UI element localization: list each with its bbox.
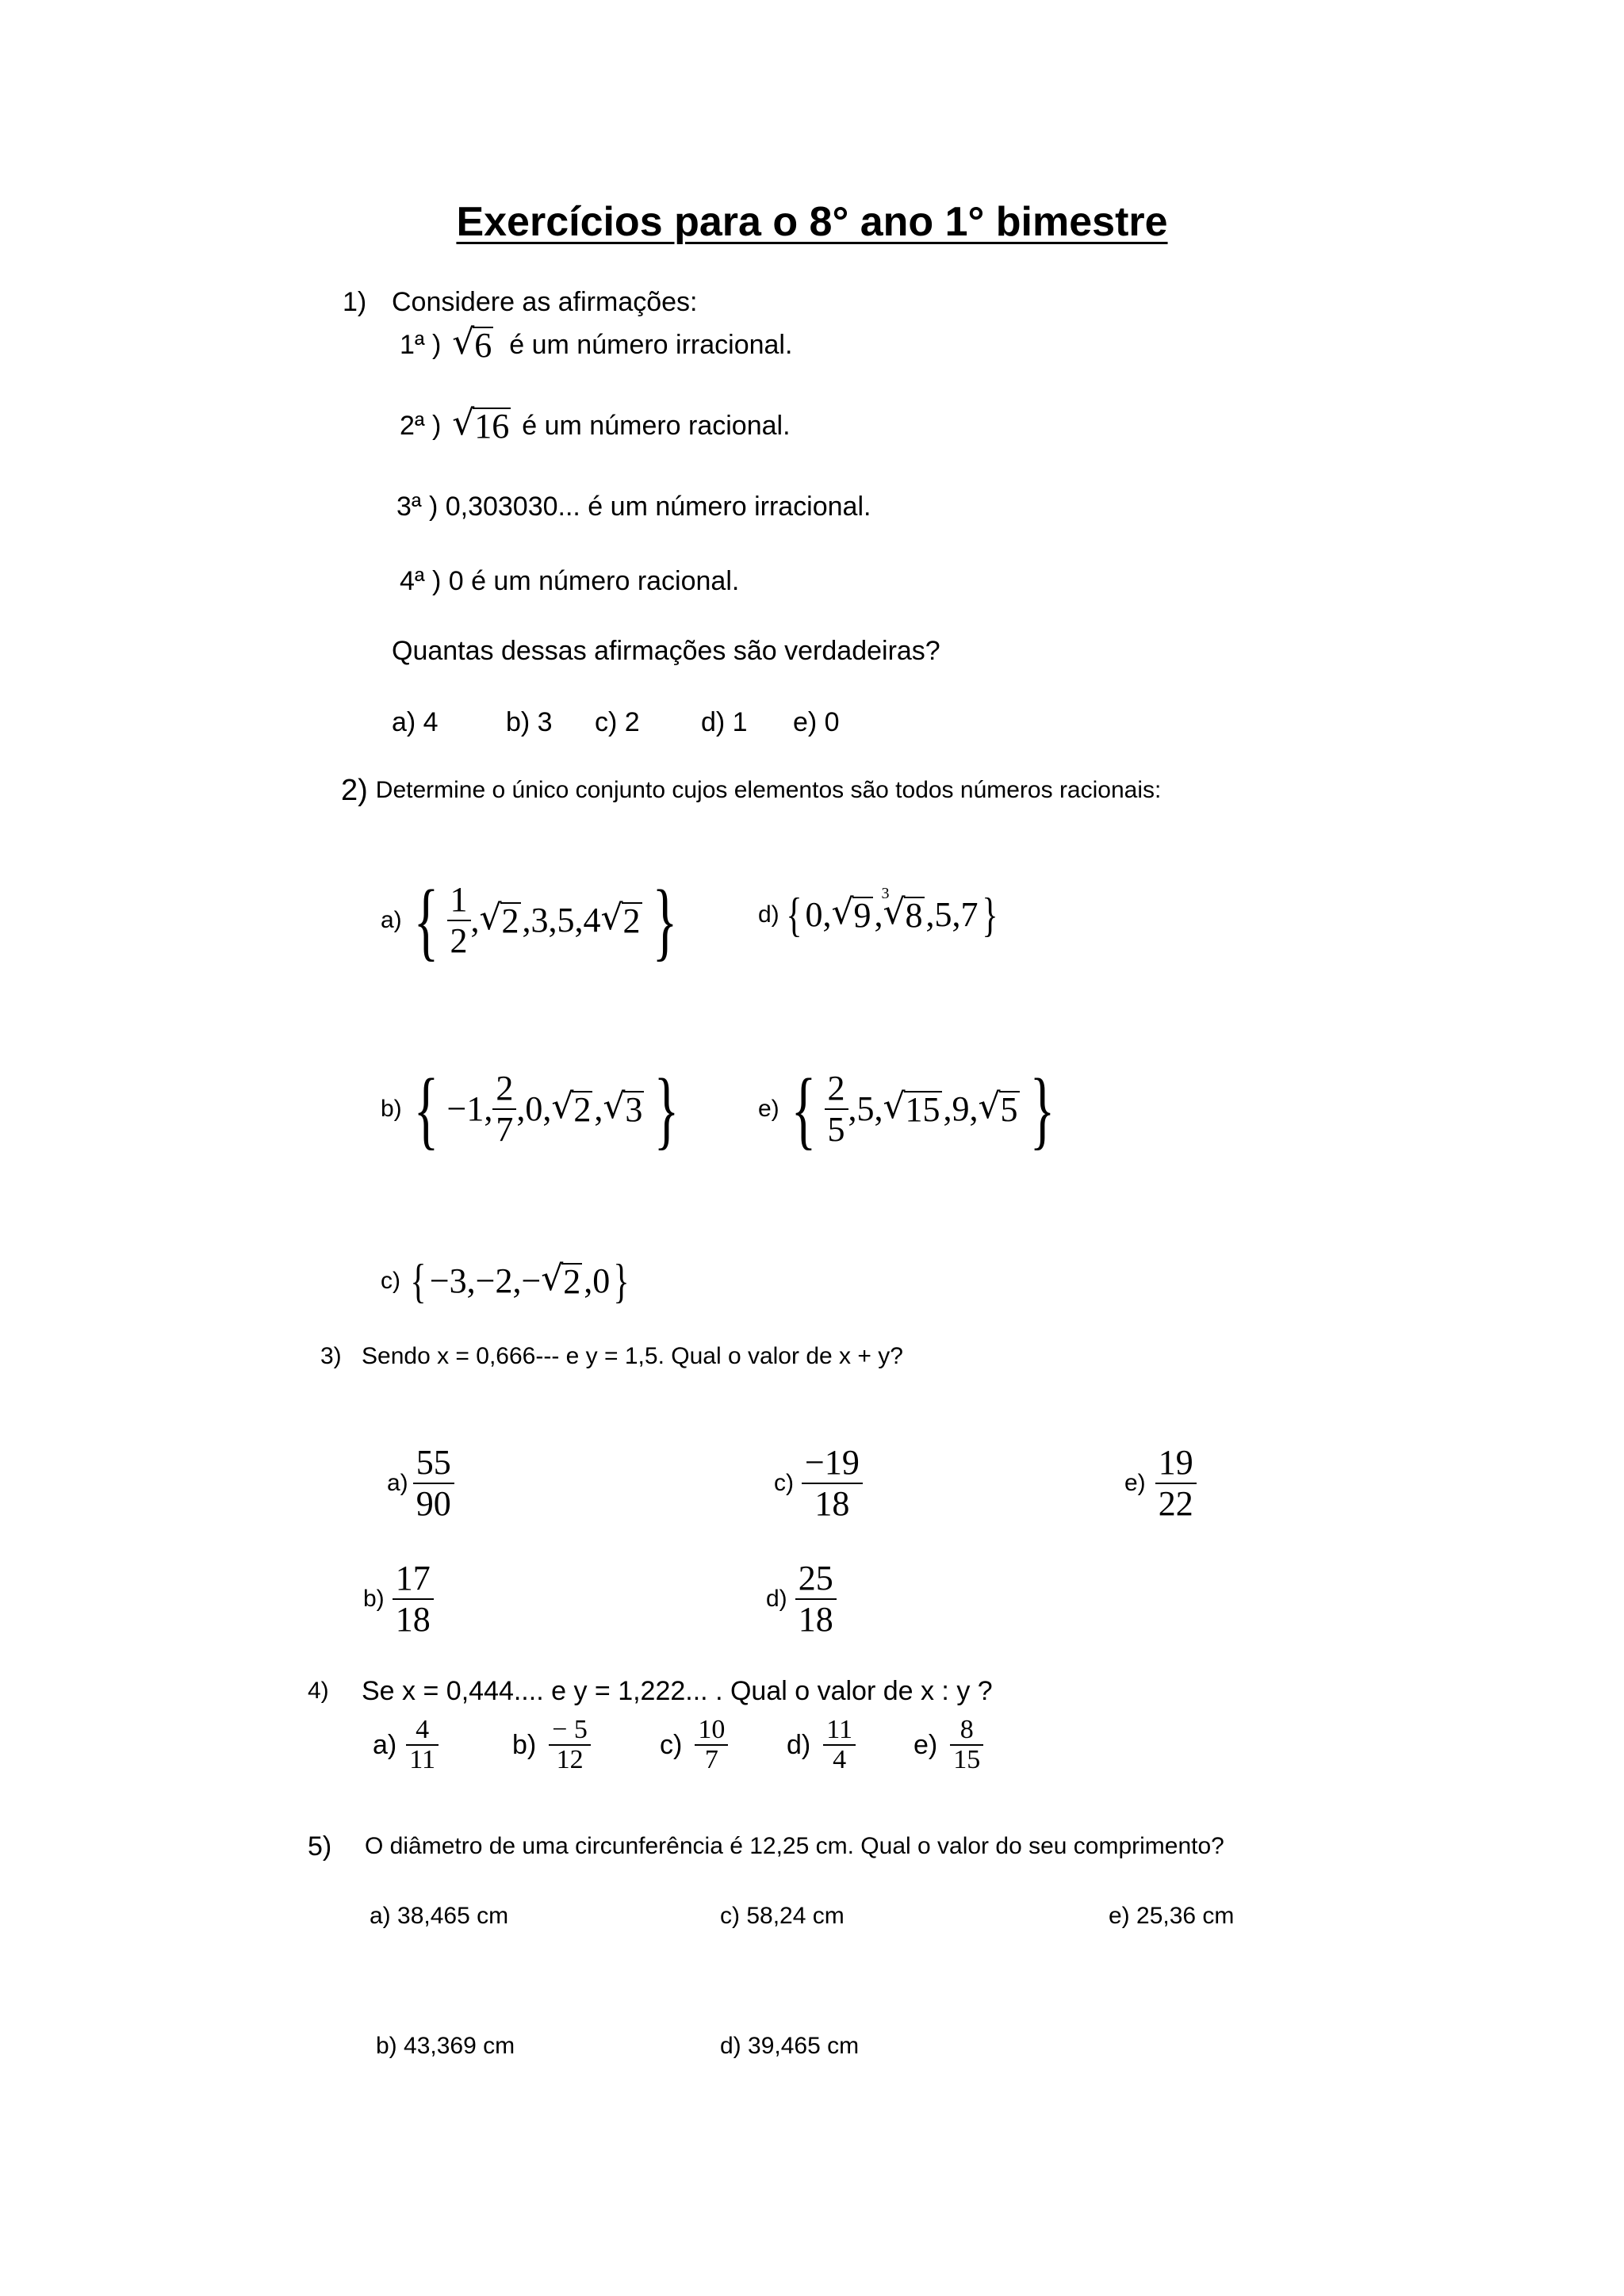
q1-option-e[interactable]: e) 0 bbox=[793, 707, 840, 737]
option-label: e) bbox=[1124, 1470, 1146, 1496]
q4-prompt: Se x = 0,444.... e y = 1,222... . Qual o valor de x : y ? bbox=[362, 1676, 993, 1706]
right-brace: } bbox=[653, 1061, 680, 1158]
statement-text: é um número irracional. bbox=[509, 330, 793, 360]
left-brace: { bbox=[791, 1061, 816, 1158]
option-label: c) bbox=[381, 1268, 400, 1294]
q2-prompt: Determine o único conjunto cujos elementos são todos números racionais: bbox=[375, 777, 1162, 803]
denominator: 7 bbox=[704, 1745, 718, 1774]
q2-option-e[interactable] bbox=[758, 1061, 1063, 1158]
q1-statement-2 bbox=[400, 408, 791, 444]
option-label: e) bbox=[758, 1096, 779, 1122]
option-label: a) bbox=[387, 1470, 408, 1496]
q2-option-b[interactable]: b) { −1, $\frac{2}{7}$ ,0, √ 2 , √ 3 } bbox=[381, 1066, 688, 1153]
q1-option-b[interactable]: b) 3 bbox=[506, 707, 553, 737]
left-brace: { bbox=[410, 1255, 427, 1307]
sqrt-expression bbox=[979, 1091, 1020, 1127]
option-label: c) bbox=[774, 1470, 794, 1496]
q3-option-a[interactable] bbox=[387, 1443, 454, 1524]
q3-option-d[interactable] bbox=[766, 1559, 837, 1640]
numerator: 10 bbox=[698, 1715, 726, 1744]
left-brace: { bbox=[413, 872, 439, 969]
math-text: −1, bbox=[446, 1089, 493, 1128]
q4-option-c[interactable] bbox=[660, 1716, 728, 1774]
fraction bbox=[950, 1716, 983, 1774]
q2-header bbox=[341, 775, 1161, 806]
radicand: 9 bbox=[853, 896, 871, 935]
left-brace: { bbox=[786, 889, 802, 941]
cube-root-expression bbox=[881, 885, 925, 935]
numerator: 4 bbox=[416, 1715, 430, 1744]
math-text: ,9, bbox=[943, 1089, 979, 1128]
fraction bbox=[393, 1559, 434, 1640]
denominator: 11 bbox=[409, 1745, 435, 1774]
left-brace: { bbox=[413, 1061, 439, 1158]
numerator: 19 bbox=[1158, 1443, 1193, 1482]
option-label: a) bbox=[373, 1730, 397, 1760]
sqrt-expression bbox=[883, 1091, 942, 1127]
q3-prompt: Sendo x = 0,666--- e y = 1,5. Qual o valor de x + y? bbox=[362, 1343, 903, 1369]
radicand: 5 bbox=[1000, 1090, 1018, 1129]
sqrt-expression bbox=[452, 327, 495, 363]
option-label: d) bbox=[787, 1730, 811, 1760]
math-text: ,0, bbox=[516, 1089, 552, 1128]
fraction bbox=[795, 1559, 837, 1640]
math-text: ,5, bbox=[848, 1089, 883, 1128]
math-text: ,3,5,4 bbox=[522, 901, 601, 939]
option-label: d) bbox=[766, 1586, 787, 1612]
radicand: 2 bbox=[501, 901, 519, 940]
q1-option-a[interactable]: a) 4 bbox=[392, 707, 439, 737]
numerator: 1 bbox=[450, 880, 468, 919]
denominator: 12 bbox=[556, 1745, 584, 1774]
q1-number: 1) bbox=[343, 287, 367, 317]
q1-prompt: Considere as afirmações: bbox=[392, 287, 698, 317]
denominator: 18 bbox=[798, 1600, 833, 1639]
denominator: 2 bbox=[450, 921, 468, 960]
sqrt-expression bbox=[603, 1091, 644, 1127]
radicand: 2 bbox=[573, 1090, 592, 1129]
numerator: 11 bbox=[826, 1715, 852, 1744]
q4-option-d[interactable] bbox=[787, 1716, 856, 1774]
fraction bbox=[492, 1069, 516, 1150]
q4-option-a[interactable] bbox=[373, 1716, 439, 1774]
radicand: 6 bbox=[474, 326, 492, 365]
statement-text: é um número racional. bbox=[522, 411, 791, 441]
radicand: 2 bbox=[563, 1262, 581, 1301]
radicand: 3 bbox=[625, 1090, 643, 1129]
right-brace: } bbox=[613, 1255, 630, 1307]
option-label: b) bbox=[381, 1096, 402, 1122]
denominator: 5 bbox=[827, 1110, 845, 1149]
denominator: 7 bbox=[496, 1110, 514, 1149]
denominator: 18 bbox=[395, 1600, 431, 1639]
q5-number: 5) bbox=[308, 1831, 332, 1862]
fraction bbox=[802, 1443, 863, 1524]
fraction bbox=[549, 1716, 591, 1774]
q4-number: 4) bbox=[308, 1678, 329, 1704]
q5-option-e[interactable]: e) 25,36 cm bbox=[1109, 1903, 1235, 1929]
radicand: 8 bbox=[905, 896, 923, 935]
numerator: −19 bbox=[805, 1443, 860, 1482]
right-brace: } bbox=[981, 889, 998, 941]
q2-option-c[interactable] bbox=[381, 1257, 633, 1305]
q5-option-b[interactable]: b) 43,369 cm bbox=[376, 2033, 515, 2059]
radicand: 2 bbox=[622, 901, 641, 940]
option-label: a) bbox=[381, 907, 402, 933]
fraction bbox=[695, 1716, 728, 1774]
numerator: 2 bbox=[496, 1069, 514, 1108]
fraction bbox=[447, 880, 471, 961]
denominator: 15 bbox=[953, 1745, 981, 1774]
q5-option-d[interactable]: d) 39,465 cm bbox=[720, 2033, 860, 2059]
fraction bbox=[413, 1443, 454, 1524]
option-label: c) bbox=[660, 1730, 683, 1760]
denominator: 18 bbox=[814, 1484, 850, 1523]
option-label: d) bbox=[758, 901, 779, 928]
fraction bbox=[825, 1069, 848, 1150]
option-label: e) bbox=[914, 1730, 938, 1760]
q2-option-d[interactable]: d) { 0, √ 9 , √ 3 8 ,5,7 } bbox=[758, 891, 1001, 939]
statement-label: 1ª ) bbox=[400, 330, 442, 360]
right-brace: } bbox=[1029, 1061, 1055, 1158]
right-brace: } bbox=[652, 872, 677, 969]
denominator: 22 bbox=[1158, 1484, 1193, 1523]
numerator: 8 bbox=[959, 1715, 974, 1744]
q3-number: 3) bbox=[320, 1343, 342, 1369]
q1-question: Quantas dessas afirmações são verdadeiras? bbox=[392, 636, 940, 666]
q3-option-c[interactable] bbox=[774, 1443, 863, 1524]
radicand: 16 bbox=[474, 407, 510, 446]
q5-option-c[interactable]: c) 58,24 cm bbox=[720, 1903, 845, 1929]
fraction bbox=[1155, 1443, 1197, 1524]
q2-option-a[interactable]: a) { $\frac{1}{2}$ , √ 2 ,3,5,4 √ 2 } bbox=[381, 877, 685, 964]
denominator: 4 bbox=[833, 1745, 847, 1774]
numerator: 17 bbox=[395, 1559, 431, 1598]
math-text: 0, bbox=[805, 895, 832, 934]
sqrt-expression bbox=[601, 902, 642, 939]
q1-option-d[interactable]: d) 1 bbox=[701, 707, 748, 737]
q3-option-b[interactable] bbox=[363, 1559, 434, 1640]
numerator: 55 bbox=[416, 1443, 451, 1482]
sqrt-expression bbox=[541, 1263, 582, 1299]
numerator: 25 bbox=[798, 1559, 833, 1598]
page-title: Exercícios para o 8° ano 1° bimestre bbox=[456, 199, 1168, 245]
sqrt-expression bbox=[832, 897, 873, 933]
fraction bbox=[823, 1716, 856, 1774]
q1-statement-3: 3ª ) 0,303030... é um número irracional. bbox=[396, 492, 871, 522]
q3-option-e[interactable] bbox=[1124, 1443, 1197, 1524]
q1-option-c[interactable]: c) 2 bbox=[595, 707, 640, 737]
root-index: √ 3 bbox=[881, 885, 890, 902]
math-text: ,0 bbox=[584, 1261, 611, 1300]
denominator: 90 bbox=[416, 1484, 451, 1523]
sqrt-expression bbox=[480, 902, 521, 939]
q4-option-b[interactable] bbox=[512, 1716, 591, 1774]
q2-number: 2) bbox=[341, 774, 368, 807]
fraction bbox=[406, 1716, 439, 1774]
radicand: 15 bbox=[905, 1090, 940, 1129]
q5-prompt: O diâmetro de uma circunferência é 12,25 cm. Qual o valor do seu comprimento? bbox=[365, 1833, 1224, 1859]
option-label: b) bbox=[512, 1730, 537, 1760]
math-text: ,5,7 bbox=[925, 895, 979, 934]
numerator: − 5 bbox=[552, 1715, 588, 1744]
numerator: 2 bbox=[827, 1069, 845, 1108]
math-text: −3,−2,− bbox=[429, 1261, 542, 1300]
sqrt-expression bbox=[551, 1091, 592, 1127]
option-label: b) bbox=[363, 1586, 385, 1612]
q5-option-a[interactable]: a) 38,465 cm bbox=[370, 1903, 509, 1929]
sqrt-expression bbox=[452, 408, 512, 444]
q4-option-e[interactable] bbox=[914, 1716, 983, 1774]
statement-label: 2ª ) bbox=[400, 411, 442, 441]
q1-statement-4: 4ª ) 0 é um número racional. bbox=[400, 566, 740, 596]
q1-statement-1 bbox=[400, 327, 792, 363]
